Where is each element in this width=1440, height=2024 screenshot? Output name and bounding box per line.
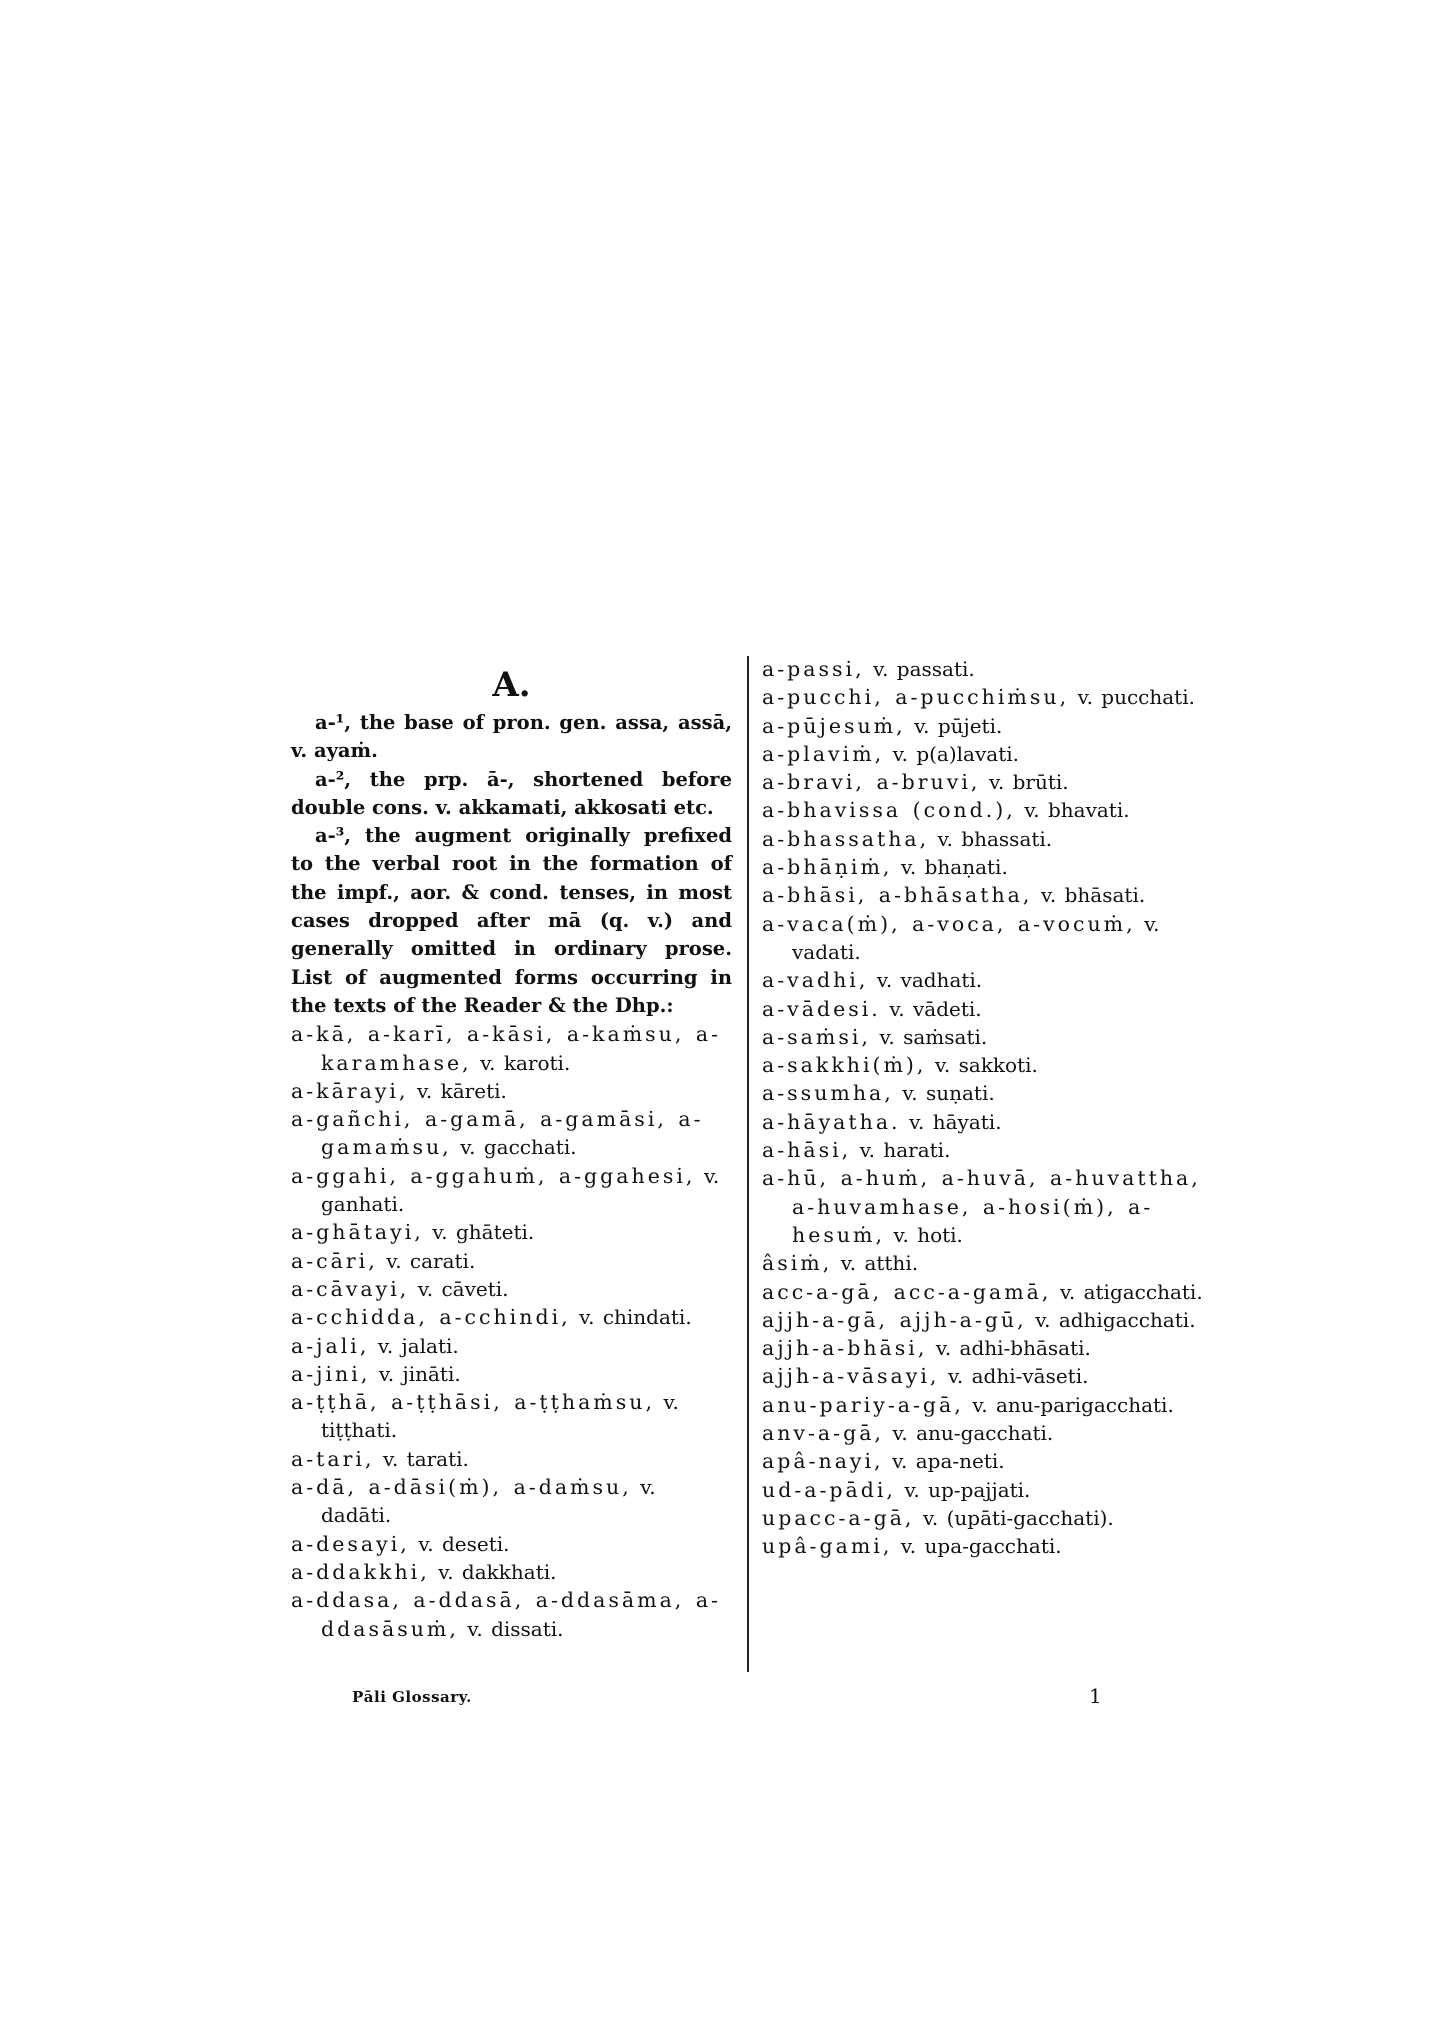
entry-reference: v. saṁsati. (879, 1024, 988, 1049)
entry-reference: v. brūti. (988, 770, 1069, 795)
entry-form: a-bravi, a-bruvi, (762, 770, 981, 795)
glossary-entry (762, 1447, 1208, 1475)
entry-form: a-sakkhi(ṁ), (762, 1053, 927, 1078)
entry-form: anv-a-gā, (762, 1421, 884, 1446)
entry-reference: v. p(a)lavati. (892, 741, 1019, 766)
entry-reference: v. adhigacchati. (1035, 1307, 1196, 1332)
entry-reference: v. chindati. (579, 1305, 692, 1330)
entry-form: a-saṁsi, (762, 1024, 871, 1049)
entry-reference: v. atigacchati. (1059, 1279, 1203, 1304)
glossary-entry (762, 995, 1208, 1023)
entry-form: a-ddasa, a-ddasā, a-ddasāma, a-ddasāsuṁ, (291, 1588, 721, 1641)
entry-reference: v. bhaṇati. (900, 855, 1008, 880)
entry-form: a-pucchi, a-pucchiṁsu, (762, 685, 1070, 710)
entry-form: a-pūjesuṁ, (762, 713, 906, 738)
column-divider (747, 656, 749, 1672)
glossary-entry (762, 1362, 1208, 1390)
glossary-entry (762, 796, 1208, 824)
glossary-entry (762, 683, 1208, 711)
entry-form: a-passi, (762, 657, 865, 681)
glossary-entry (291, 1558, 732, 1586)
glossary-entry (762, 712, 1208, 740)
entry-reference: v. passati. (873, 657, 975, 681)
entry-form: upâ-gami, (762, 1534, 893, 1559)
glossary-entry (762, 1278, 1208, 1306)
entry-reference: v. bhassati. (937, 826, 1053, 851)
entry-form: âsiṁ, (762, 1251, 833, 1276)
entry-form: a-desayi, (291, 1531, 410, 1556)
entry-form: ajjh-a-vāsayi, (762, 1364, 940, 1389)
glossary-entry (762, 1079, 1208, 1107)
glossary-entry (762, 740, 1208, 768)
entry-reference: v. (upāti-gacchati). (922, 1505, 1114, 1530)
glossary-entry (291, 1020, 732, 1077)
glossary-entry (762, 1334, 1208, 1362)
entry-reference: v. gacchati. (460, 1135, 577, 1160)
glossary-entry (291, 1303, 732, 1331)
left-entry-list (291, 1020, 732, 1643)
entry-form: a-dā, a-dāsi(ṁ), a-daṁsu, (291, 1475, 632, 1500)
glossary-entry (762, 1249, 1208, 1277)
entry-reference: v. dadāti. (321, 1475, 656, 1528)
entry-form: a-ssumha, (762, 1081, 894, 1106)
entry-reference: v. vadati. (792, 911, 1160, 964)
entry-form: a-jini, (291, 1361, 371, 1386)
glossary-entry (762, 1136, 1208, 1164)
glossary-entry (762, 655, 1208, 683)
entry-form: a-cāri, (291, 1248, 378, 1273)
glossary-entry (291, 1162, 732, 1219)
glossary-entry (291, 1332, 732, 1360)
glossary-entry (291, 1077, 732, 1105)
glossary-entry (762, 1504, 1208, 1532)
glossary-entry (762, 966, 1208, 994)
entry-reference: v. hāyati. (909, 1109, 1002, 1134)
entry-reference: v. deseti. (418, 1531, 510, 1556)
entry-form: a-bhassatha, (762, 826, 930, 851)
right-entry-list (762, 655, 1208, 1561)
entry-reference: v. adhi-vāseti. (947, 1364, 1089, 1389)
glossary-entry (762, 1532, 1208, 1560)
glossary-entry (291, 1218, 732, 1246)
glossary-entry (291, 1247, 732, 1275)
entry-form: a-tari, (291, 1446, 375, 1471)
glossary-entry (762, 1419, 1208, 1447)
glossary-entry (291, 1586, 732, 1643)
entry-form: anu-pariy-a-gā, (762, 1392, 964, 1417)
glossary-entry (291, 1445, 732, 1473)
entry-form: a-cāvayi, (291, 1276, 410, 1301)
entry-reference: v. anu-gacchati. (892, 1421, 1054, 1446)
glossary-entry (762, 881, 1208, 909)
glossary-entry (762, 825, 1208, 853)
entry-reference: v. ganhati. (321, 1163, 720, 1217)
entry-form: a-vaca(ṁ), a-voca, a-vocuṁ, (762, 911, 1136, 936)
entry-reference: v. hoti. (893, 1222, 963, 1247)
entry-form: a-kā, a-karī, a-kāsi, a-kaṁsu, a-karamhase, (291, 1022, 722, 1075)
entry-reference: v. pūjeti. (914, 713, 1003, 738)
letter-heading: A. (492, 665, 531, 705)
entry-reference: v. carati. (386, 1248, 476, 1273)
entry-form: apâ-nayi, (762, 1449, 884, 1474)
intro-paragraph-a2: a-², the prp. ā-, shortened before double cons. v. akkamati, akkosati etc. (291, 767, 732, 819)
entry-reference: v. karoti. (480, 1050, 571, 1075)
intro-paragraph-a3: a-³, the augment originally prefixed to the verbal root in the formation of the impf., aor. & cond. tenses, in most cases dropped after mā (q. v.) and generally omitted in ordinary prose. List of augmented forms occurring in the texts of the Reader & the Dhp.: (291, 824, 732, 1017)
entry-reference: v. bhāsati. (1040, 883, 1146, 908)
entry-reference: v. vādeti. (889, 996, 982, 1021)
glossary-entry (762, 768, 1208, 796)
entry-reference: v. jināti. (378, 1361, 461, 1386)
entry-form: a-plaviṁ, (762, 741, 885, 766)
entry-reference: v. atthi. (840, 1251, 919, 1276)
entry-reference: v. anu-parigacchati. (972, 1392, 1174, 1417)
entry-form: a-bhāṇiṁ, (762, 855, 893, 880)
glossary-entry (762, 1023, 1208, 1051)
entry-reference: v. upa-gacchati. (900, 1534, 1062, 1559)
entry-form: acc-a-gā, acc-a-gamā, (762, 1279, 1052, 1304)
glossary-entry (762, 910, 1208, 967)
entry-form: a-hāsi, (762, 1138, 852, 1163)
entry-reference: v. jalati. (377, 1333, 459, 1358)
entry-reference: v. cāveti. (417, 1276, 509, 1301)
entry-form: ud-a-pādi, (762, 1477, 896, 1502)
entry-form: a-cchidda, a-cchindi, (291, 1305, 571, 1330)
glossary-entry (291, 1388, 732, 1445)
glossary-entry (762, 1476, 1208, 1504)
glossary-entry (291, 1275, 732, 1303)
entry-form: a-kārayi, (291, 1078, 409, 1103)
entry-reference: v. apa-neti. (892, 1449, 1005, 1474)
entry-form: a-bhavissa (cond.), (762, 798, 1016, 823)
entry-form: a-jali, (291, 1333, 370, 1358)
entry-reference: v. bhavati. (1024, 798, 1130, 823)
entry-reference: v. dissati. (467, 1616, 564, 1641)
entry-form: a-gañchi, a-gamā, a-gamāsi, a-gamaṁsu, (291, 1107, 704, 1160)
entry-form: a-vādesi. (762, 996, 881, 1021)
entry-form: a-hāyatha. (762, 1109, 901, 1134)
entry-form: upacc-a-gā, (762, 1505, 915, 1530)
entry-form: ajjh-a-gā, ajjh-a-gū, (762, 1307, 1027, 1332)
entry-reference: v. adhi-bhāsati. (935, 1336, 1091, 1361)
entry-reference: v. tarati. (383, 1446, 469, 1471)
glossary-entry (291, 1530, 732, 1558)
entry-reference: v. harati. (859, 1138, 951, 1163)
entry-form: a-bhāsi, a-bhāsatha, (762, 883, 1033, 908)
entry-reference: v. tiṭṭhati. (321, 1390, 679, 1443)
right-column (762, 655, 1208, 1561)
glossary-entry (291, 1473, 732, 1530)
glossary-entry (762, 1108, 1208, 1136)
page-number: 1 (1089, 1684, 1102, 1708)
glossary-entry (762, 1306, 1208, 1334)
glossary-entry (291, 1360, 732, 1388)
entry-reference: v. suṇati. (902, 1081, 995, 1106)
glossary-entry (762, 1391, 1208, 1419)
entry-form: a-ddakkhi, (291, 1559, 430, 1584)
entry-reference: v. sakkoti. (934, 1053, 1038, 1078)
entry-form: a-ṭṭhā, a-ṭṭhāsi, a-ṭṭhaṁsu, (291, 1390, 655, 1415)
entry-reference: v. pucchati. (1077, 685, 1195, 710)
entry-reference: v. dakkhati. (438, 1559, 557, 1584)
entry-reference: v. vadhati. (876, 968, 983, 993)
entry-reference: v. ghāteti. (432, 1220, 535, 1245)
intro-paragraph-a1: a-¹, the base of pron. gen. assa, assā, v. ayaṁ. (291, 711, 732, 763)
glossary-entry (762, 1051, 1208, 1079)
left-column (291, 655, 732, 1643)
entry-reference: v. kāreti. (417, 1078, 507, 1103)
entry-form: a-ggahi, a-ggahuṁ, a-ggahesi, (291, 1163, 696, 1188)
glossary-entry (291, 1105, 732, 1162)
entry-reference: v. up-pajjati. (904, 1477, 1031, 1502)
entry-form: ajjh-a-bhāsi, (762, 1336, 928, 1361)
footer-title: Pāli Glossary. (352, 1688, 472, 1706)
entry-form: a-vadhi, (762, 968, 869, 993)
glossary-entry (762, 1164, 1208, 1249)
entry-form: a-hū, a-huṁ, a-huvā, a-huvattha, a-huvamhase, a-hosi(ṁ), a-hesuṁ, (762, 1166, 1201, 1247)
entry-form: a-ghātayi, (291, 1220, 424, 1245)
glossary-entry (762, 853, 1208, 881)
